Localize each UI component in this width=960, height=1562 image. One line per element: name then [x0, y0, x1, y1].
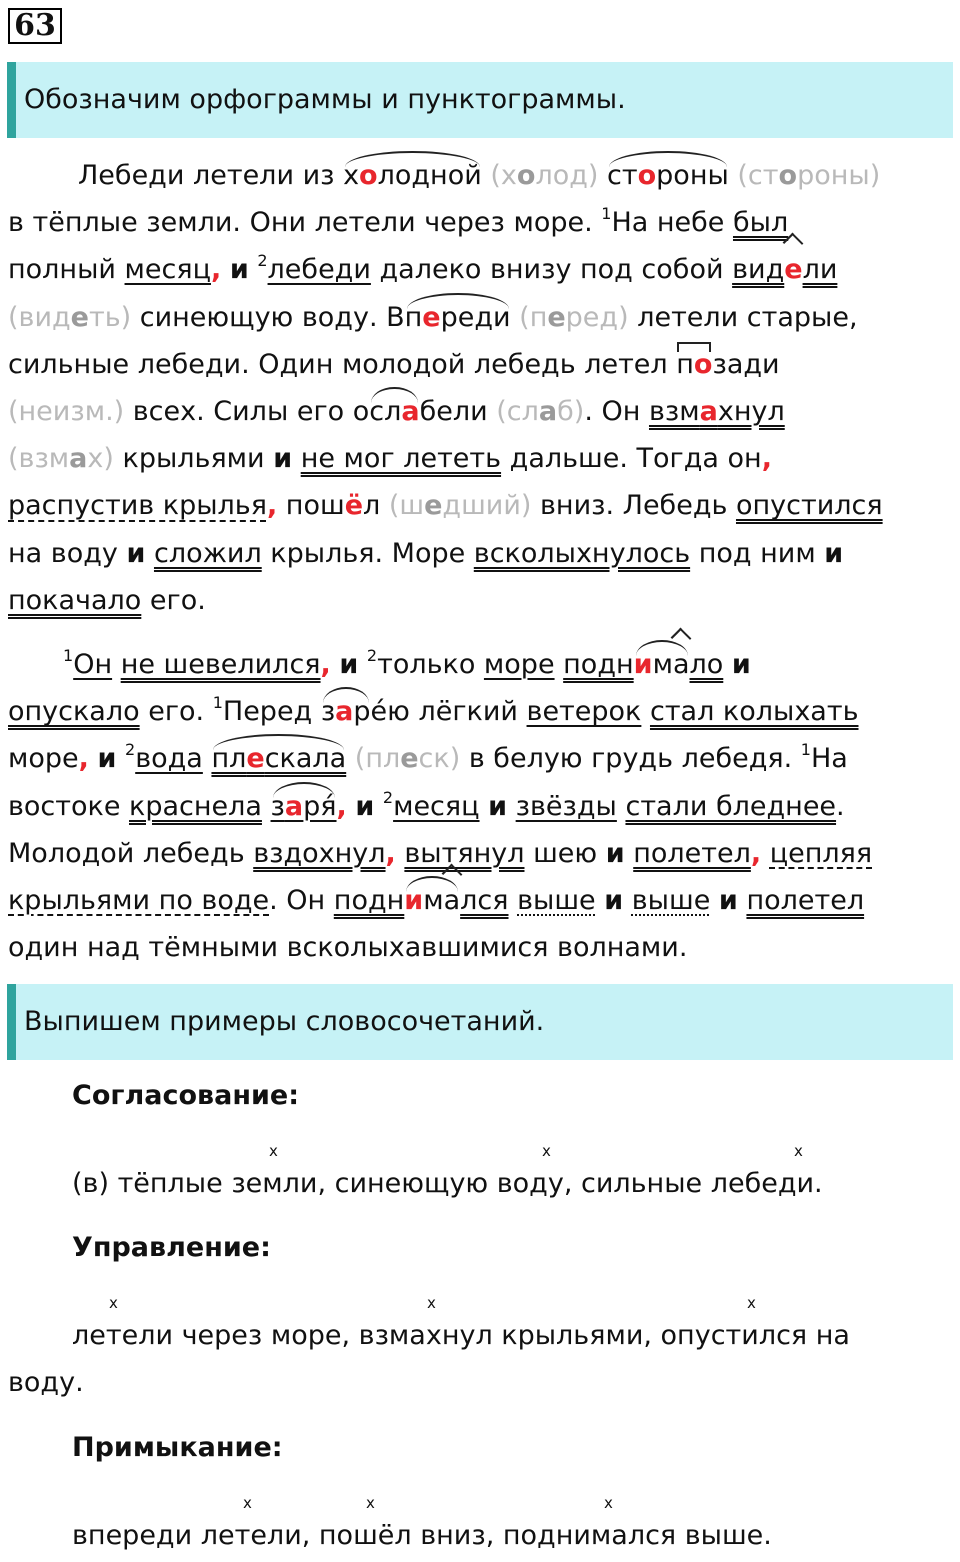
predicate: опускало: [8, 696, 140, 728]
main-word-mark: x: [366, 1494, 375, 1512]
predicate: плескала: [211, 735, 346, 782]
paragraph-2: [8, 641, 952, 971]
adverbial-phrase: цепляя: [769, 837, 873, 869]
text-line: на воду и сложил крылья. Море всколыхнулось под ним и: [8, 537, 844, 569]
paragraph-1: [8, 152, 952, 624]
root-arc-word: стороны: [607, 152, 729, 199]
predicate: покачало: [8, 584, 142, 616]
main-word-mark: x: [747, 1294, 756, 1312]
text-line: Молодой лебедь вздохнул, вытянул шею и полетел, цепляя: [8, 837, 873, 869]
subject: ветерок: [526, 696, 642, 728]
task-title-orthograms: Обозначим орфограммы и пунктограммы.: [24, 84, 626, 115]
text-fragment: Лебеди летели из: [78, 160, 344, 191]
adjunction-examples: впереди летели, пошёл вниз, поднимался выше.: [72, 1520, 772, 1551]
check-word: (видеть): [8, 301, 132, 333]
government-examples: летели через море, взмахнул крыльями, опустился на: [72, 1320, 850, 1351]
adverbial-phrase: распустив крылья: [8, 490, 267, 522]
text-line: покачало его.: [8, 584, 206, 616]
main-word-mark: x: [243, 1494, 252, 1512]
text-line: сильные лебеди. Один молодой лебедь летел позади: [8, 341, 952, 388]
predicate: поднимало: [563, 649, 723, 680]
check-word: (перед): [510, 301, 629, 333]
subject: лебеди: [267, 254, 371, 286]
main-word-mark: x: [109, 1294, 118, 1312]
adverbial-phrase: крыльями по воде: [8, 884, 270, 916]
subject: месяц: [393, 790, 480, 822]
root-arc-word: переди: [405, 294, 511, 341]
text-line: (неизм.) всех. Силы его ослабели (слаб). Он взмахнул: [8, 388, 952, 435]
check-word: (слаб): [487, 395, 585, 427]
text-line: крыльями по воде. Он поднимался выше и выше и полетел: [8, 877, 952, 924]
predicate: вытянул: [404, 837, 525, 869]
text-line: востоке краснела заря́, и $^2$месяц и звёзды стали бледнее.: [8, 783, 952, 830]
main-word-mark: x: [427, 1294, 436, 1312]
predicate: поднимался: [334, 885, 509, 916]
text-line: распустив крылья, пошёл (шедший) вниз. Лебедь опустился: [8, 490, 883, 522]
check-word: (холод): [481, 160, 608, 191]
subject: звёзды: [515, 790, 617, 822]
exercise-number: 63: [8, 8, 62, 44]
predicate: стали бледнее: [625, 790, 837, 822]
text-line: в тёплые земли. Они летели через море. $^1$На небе был: [8, 204, 789, 239]
check-word: (шедший): [380, 490, 532, 522]
predicate: был: [732, 207, 789, 239]
predicate: полетел: [746, 884, 865, 916]
government-title: Управление:: [72, 1232, 271, 1263]
predicate: полетел: [633, 837, 751, 869]
predicate: вздохнул: [253, 837, 386, 869]
predicate: не шевелился: [120, 649, 321, 680]
root-arc-word: холодной: [343, 152, 482, 199]
text-line: море, и $^2$вода плескала (плеск) в белую грудь лебедя. $^1$На: [8, 735, 952, 782]
predicate: стал колыхать: [649, 696, 859, 728]
predicate: видели: [732, 254, 837, 285]
main-word-mark: x: [269, 1142, 278, 1160]
adjunction-title: Примыкание:: [72, 1432, 283, 1463]
predicate: краснела: [129, 790, 262, 822]
government-examples-cont: воду.: [8, 1367, 84, 1398]
prefix-word: по: [676, 341, 712, 388]
text-line: один над тёмными всколыхавшимися волнами.: [8, 932, 688, 964]
subject: море: [483, 649, 555, 680]
adverbial: выше: [631, 884, 711, 916]
text-line: $^1$Он не шевелился, и $^2$только море поднимало и: [8, 641, 952, 688]
text-line: [8, 152, 952, 199]
task-band-orthograms: [7, 62, 953, 138]
check-word: (плеск): [346, 743, 461, 775]
predicate: взмахнул: [648, 395, 785, 427]
agreement-title: Согласование:: [72, 1080, 300, 1111]
task-band-phrases: [7, 984, 953, 1060]
agreement-examples: (в) тёплые земли, синеющую воду, сильные лебеди.: [72, 1168, 823, 1199]
text-line: опускало его. $^1$Перед заре́ю лёгкий ветерок стал колыхать: [8, 688, 952, 735]
main-word-mark: x: [794, 1142, 803, 1160]
subject: заря́: [271, 783, 337, 830]
predicate: опустился: [735, 490, 883, 522]
text-line: (взмах) крыльями и не мог лететь дальше. Тогда он,: [8, 443, 772, 475]
subject: Он: [73, 649, 113, 680]
check-word: (стороны): [728, 160, 881, 191]
main-word-mark: x: [604, 1494, 613, 1512]
task-title-phrases: Выпишем примеры словосочетаний.: [24, 1006, 545, 1037]
subject: вода: [135, 743, 203, 775]
root-arc-word: сла: [369, 388, 419, 435]
predicate: сложил: [153, 537, 262, 569]
main-word-mark: x: [542, 1142, 551, 1160]
predicate: не мог лететь: [300, 443, 502, 475]
adverbial: выше: [517, 884, 596, 916]
check-word: (взмах): [8, 443, 114, 475]
predicate: всколыхнулось: [473, 537, 691, 569]
text-line: полный месяц, и $^2$лебеди далеко внизу под собой видели: [8, 246, 952, 293]
text-line: (видеть) синеющую воду. Впереди (перед) летели старые,: [8, 294, 952, 341]
subject: месяц: [124, 254, 211, 286]
root-arc-word: зар: [321, 688, 371, 735]
